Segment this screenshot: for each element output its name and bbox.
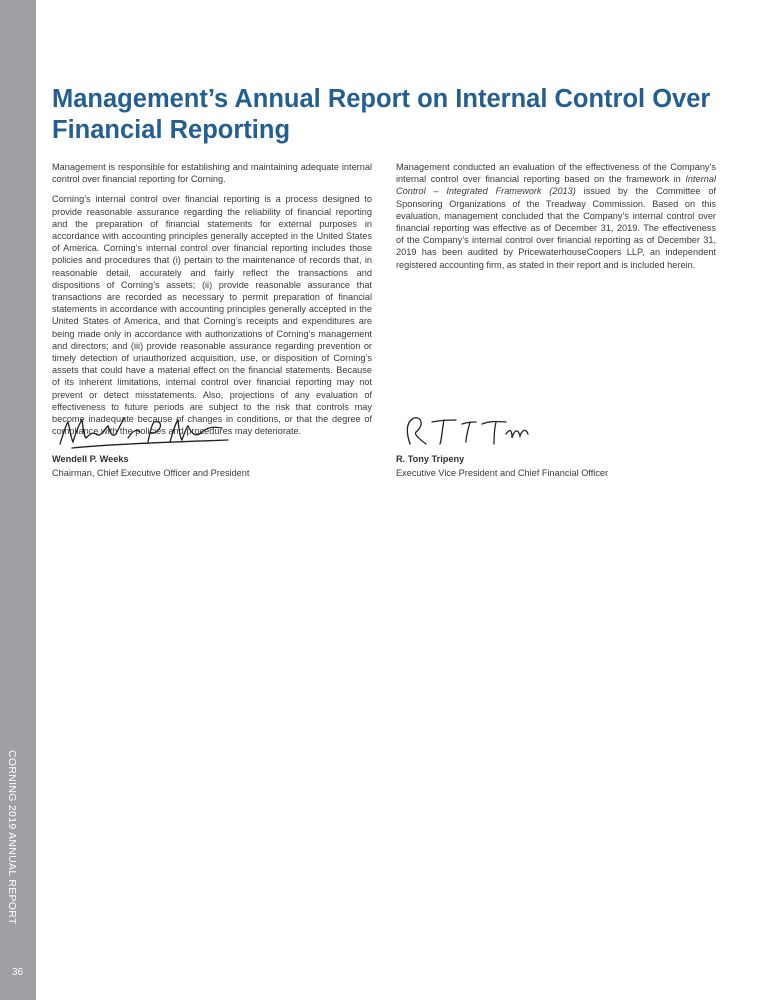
body-column-left	[52, 161, 372, 445]
signature-block-ceo	[52, 408, 372, 478]
signature-image	[52, 408, 232, 450]
signature-image	[396, 408, 576, 450]
page-title: Management’s Annual Report on Internal Control Over Financial Reporting	[52, 85, 711, 144]
evaluation-text-end: issued by the Committee of Sponsoring Organizations of the Treadway Commission. Based on this evaluation, management concluded that the Company’s internal control over financial reporting was effective as of December 31, 2019. The effectiveness of the Company’s internal control over financial reporting as of December 31, 2019 has been audited by PricewaterhouseCoopers LLP, an independent registered accounting firm, as stated in their report and is included herein.	[396, 186, 717, 270]
signatory-name: R. Tony Tripeny	[396, 454, 465, 464]
paragraph-evaluation	[396, 161, 716, 271]
signatory-name: Wendell P. Weeks	[52, 454, 129, 464]
signature-block-cfo	[396, 408, 716, 478]
body-column-right	[396, 161, 716, 279]
sidebar	[0, 0, 36, 1000]
paragraph-internal-control-definition: Corning’s internal control over financial reporting is a process designed to provide reasonable assurance regarding the reliability of financial reporting and the preparation of financial statements for external purposes in accordance with accounting principles generally accepted in the United States of America. Corning’s internal control over financial reporting includes those policies and procedures that (i) pertain to the maintenance of records that, in reasonable detail, accurately and fairly reflect the transactions and dispositions of Corning’s assets; (ii) provide reasonable assurance that transactions are recorded as necessary to permit preparation of financial statements in accordance with accounting principles generally accepted in the United States of America, and that Corning’s receipts and expenditures are being made only in accordance with authorizations of Corning’s management and directors; and (iii) provide reasonable assurance regarding prevention or timely detection of unauthorized acquisition, use, or disposition of Corning’s assets that could have a material effect on the financial statements. Because of its inherent limitations, internal control over financial reporting may not prevent or detect misstatements. Also, projections of any evaluation of effectiveness to future periods are subject to the risk that controls may become inadequate because of changes in conditions, or that the degree of compliance with the policies and procedures may deteriorate.	[52, 194, 372, 437]
signatory-title: Chairman, Chief Executive Officer and President	[52, 468, 250, 478]
evaluation-text-start: Management conducted an evaluation of the effectiveness of the Company’s internal control over financial reporting based on the framework in	[396, 162, 716, 185]
framework-title: Internal Control – Integrated Framework (2013)	[396, 174, 716, 197]
paragraph-responsibility: Management is responsible for establishing and maintaining adequate internal control over financial reporting for Corning.	[52, 162, 372, 185]
signatory-title: Executive Vice President and Chief Financial Officer	[396, 468, 609, 478]
sidebar-report-label: CORNING 2019 ANNUAL REPORT	[6, 750, 18, 925]
page-number: 36	[12, 967, 24, 978]
